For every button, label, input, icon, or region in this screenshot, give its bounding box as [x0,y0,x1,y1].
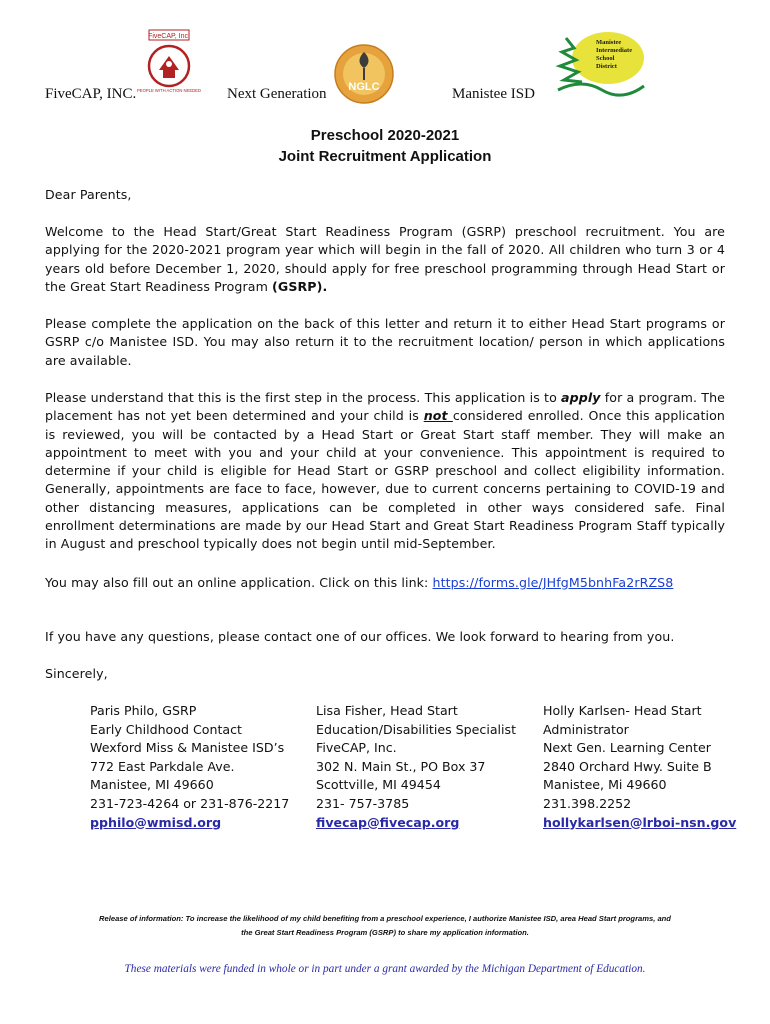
contact-paris-philo [90,702,289,832]
paragraph-understand [45,389,725,554]
online-text: You may also fill out an online application. Click on this link: [45,575,433,590]
contact-line: Next Gen. Learning Center [543,740,711,756]
manistee-isd-logo [552,28,648,100]
gsrp-bold: (GSRP). [272,278,328,294]
fivecap-label: FiveCAP, INC. [45,86,137,102]
release-line2: the Great Start Readiness Program (GSRP) to share my application information. [241,928,529,937]
greeting: Dear Parents, [45,187,132,202]
apply-emphasis: apply [561,390,601,405]
release-of-information [30,912,740,940]
paragraph-online [45,574,725,592]
contact-line: Holly Karlsen- Head Start [543,703,702,718]
contact-line: Paris Philo, GSRP [90,703,197,718]
contact-lisa-fisher [316,702,516,832]
contact-line: Education/Disabilities Specialist [316,721,517,737]
isd-logo-line4: District [596,63,617,70]
funding-note: These materials were funded in whole or in part under a grant awarded by the Michigan Department of Education. [124,963,646,975]
isd-logo-line3: School [596,55,615,62]
contact-line: Manistee, Mi 49660 [543,777,667,793]
email-link-hollykarlsen[interactable]: hollykarlsen@lrboi-nsn.gov [543,814,737,830]
contact-line: 231-723-4264 or 231-876-2217 [90,795,290,811]
isd-logo-line1: Manistee [596,39,622,46]
fivecap-logo-motto: PEOPLE WITH ACTION NEEDED [137,88,201,93]
isd-label: Manistee ISD [452,86,535,102]
paragraph-complete: Please complete the application on the back of this letter and return it to either Head Start programs or GSRP c/o Manistee ISD. You may also return it to the recruitment location/ person in which applications are available. [45,316,725,368]
contact-line: 772 East Parkdale Ave. [90,758,235,774]
contact-line: Administrator [543,721,629,737]
p3-c: considered enrolled. Once this application is reviewed, you will be contacted by a Head Start or Great Start staff member. They will make an appointment to meet with you and your child at your convenience. This appointment is required to determine if your child is eligible for Head Start or GSRP preschool and collect eligibility information. Generally, appointments are face to face, however, due to current concerns pertaining to COVID-19 and other distancing measures, applications can be completed in other ways considered safe. Final enrollment determinations are made by our Head Start and Great Start Readiness Program Staff typically in August and preschool typically does not begin until mid-September. [45,408,725,552]
not-emphasis: not [423,408,453,424]
isd-logo-line2: Intermediate [596,47,633,54]
email-link-fivecap[interactable]: fivecap@fivecap.org [316,814,460,830]
contact-line: FiveCAP, Inc. [316,740,397,756]
online-application-link[interactable]: https://forms.gle/JHfgM5bnhFa2rRZS8 [432,575,674,590]
closing: Sincerely, [45,666,108,681]
contact-line: Manistee, MI 49660 [90,777,214,793]
contact-line: Scottville, MI 49454 [316,777,441,793]
title-line2: Joint Recruitment Application [278,148,492,165]
contact-line: 302 N. Main St., PO Box 37 [316,758,486,774]
contact-holly-karlsen [543,702,736,832]
nglc-logo [328,40,400,104]
title-line1: Preschool 2020-2021 [310,127,460,144]
contact-line: Early Childhood Contact [90,721,242,737]
fivecap-logo [135,24,203,94]
contact-line: Lisa Fisher, Head Start [316,703,458,718]
contact-line: Wexford Miss & Manistee ISD’s [90,740,285,756]
nextgen-label: Next Generation [227,86,327,102]
nglc-logo-text: NGLC [348,81,380,93]
release-line1: Release of information: To increase the likelihood of my child benefiting from a preschool experience, I authorize Manistee ISD, area Head Start programs, and [99,914,671,923]
p3-b: for a program. The placement has not yet been determined and your child is [45,390,725,424]
p3-a: Please understand that this is the first step in the process. This application is to [45,390,562,405]
paragraph-questions: If you have any questions, please contact one of our offices. We look forward to hearing from you. [45,629,675,644]
fivecap-logo-text: FiveCAP, Inc. [148,33,190,40]
paragraph-welcome-text: Welcome to the Head Start/Great Start Readiness Program (GSRP) preschool recruitment. You are applying for the 2020-2021 program year which will begin in the fall of 2020. All children who turn 3 or 4 years old before December 1, 2020, should apply for free preschool programming through Head Start or the Great Start Readiness Program [45,224,725,294]
email-link-pphilo[interactable]: pphilo@wmisd.org [90,814,222,830]
contact-line: 231- 757-3785 [316,795,410,811]
contact-line: 231.398.2252 [543,795,632,811]
contact-line: 2840 Orchard Hwy. Suite B [543,758,712,774]
paragraph-welcome [45,223,725,296]
